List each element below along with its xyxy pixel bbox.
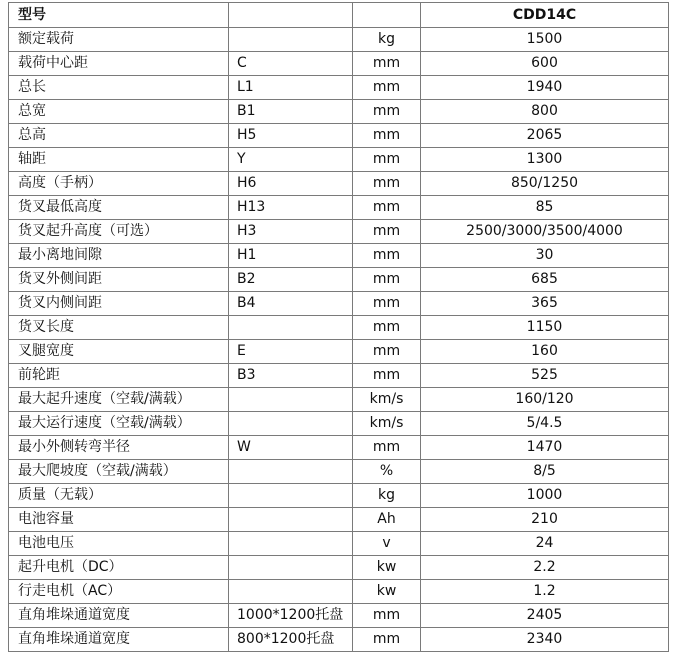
param-name-cell: 货叉内侧间距 [9,292,229,316]
param-value-cell: 2340 [421,628,669,652]
param-name-cell: 总宽 [9,100,229,124]
param-unit-cell: mm [353,196,421,220]
param-name-cell: 货叉最低高度 [9,196,229,220]
param-value-cell: 2500/3000/3500/4000 [421,220,669,244]
param-name-cell: 最小外侧转弯半径 [9,436,229,460]
param-unit-cell: mm [353,124,421,148]
table-row [9,172,669,196]
table-row [9,148,669,172]
param-name-cell: 行走电机（AC） [9,580,229,604]
param-code-cell: B3 [229,364,353,388]
param-value-cell: 365 [421,292,669,316]
param-name-cell: 电池容量 [9,508,229,532]
param-name-cell: 货叉外侧间距 [9,268,229,292]
param-name-cell: 最大运行速度（空载/满载） [9,412,229,436]
param-code-cell: E [229,340,353,364]
param-unit-cell: mm [353,628,421,652]
param-value-cell: 1150 [421,316,669,340]
param-unit-cell: km/s [353,388,421,412]
table-row [9,244,669,268]
param-value-cell: 525 [421,364,669,388]
table-row [9,436,669,460]
param-value-cell: 685 [421,268,669,292]
param-code-cell: H3 [229,220,353,244]
param-value-cell: 210 [421,508,669,532]
param-code-cell [229,484,353,508]
param-code-cell: B1 [229,100,353,124]
table-row [9,76,669,100]
param-unit-cell: mm [353,292,421,316]
table-row [9,484,669,508]
table-row [9,460,669,484]
param-value-cell: 160 [421,340,669,364]
param-name-cell: 货叉长度 [9,316,229,340]
param-name-cell: 最大起升速度（空载/满载） [9,388,229,412]
table-row [9,220,669,244]
spec-table-body [9,3,669,652]
table-row [9,28,669,52]
param-value-cell: 1.2 [421,580,669,604]
param-value-cell: 600 [421,52,669,76]
param-value-cell: 1470 [421,436,669,460]
param-name-cell: 电池电压 [9,532,229,556]
table-row [9,196,669,220]
table-row [9,364,669,388]
table-row [9,292,669,316]
param-unit-cell: kw [353,580,421,604]
param-code-cell: H6 [229,172,353,196]
param-name-cell: 直角堆垛通道宽度 [9,604,229,628]
table-row [9,628,669,652]
param-code-cell: C [229,52,353,76]
param-value-cell: 2065 [421,124,669,148]
table-row [9,100,669,124]
param-name-cell: 最大爬坡度（空载/满载） [9,460,229,484]
param-name-cell: 总长 [9,76,229,100]
param-value-cell: 800 [421,100,669,124]
param-unit-cell: kg [353,28,421,52]
table-row [9,604,669,628]
param-code-cell [229,508,353,532]
param-code-cell: H13 [229,196,353,220]
param-value-cell: 160/120 [421,388,669,412]
table-row [9,412,669,436]
param-unit-cell: v [353,532,421,556]
param-code-cell: 800*1200托盘 [229,628,353,652]
param-code-cell: Y [229,148,353,172]
param-unit-cell: mm [353,76,421,100]
param-unit-cell: kw [353,556,421,580]
param-value-cell: 30 [421,244,669,268]
param-unit-cell: km/s [353,412,421,436]
param-code-cell: H5 [229,124,353,148]
table-row [9,124,669,148]
param-value-cell: 1940 [421,76,669,100]
header-code-cell [229,3,353,28]
param-name-cell: 前轮距 [9,364,229,388]
param-unit-cell: mm [353,244,421,268]
param-value-cell: 2.2 [421,556,669,580]
table-row [9,388,669,412]
param-value-cell: 8/5 [421,460,669,484]
param-unit-cell: mm [353,364,421,388]
param-name-cell: 质量（无载） [9,484,229,508]
param-unit-cell: mm [353,436,421,460]
param-unit-cell: mm [353,316,421,340]
param-name-cell: 总高 [9,124,229,148]
param-name-cell: 轴距 [9,148,229,172]
param-code-cell: B4 [229,292,353,316]
param-name-cell: 最小离地间隙 [9,244,229,268]
table-row [9,52,669,76]
param-code-cell [229,316,353,340]
param-code-cell: L1 [229,76,353,100]
param-value-cell: 2405 [421,604,669,628]
table-header-row [9,3,669,28]
param-code-cell: W [229,436,353,460]
param-name-cell: 载荷中心距 [9,52,229,76]
param-unit-cell: Ah [353,508,421,532]
param-unit-cell: mm [353,52,421,76]
param-code-cell: 1000*1200托盘 [229,604,353,628]
param-unit-cell: mm [353,340,421,364]
param-code-cell [229,460,353,484]
param-code-cell [229,412,353,436]
param-name-cell: 起升电机（DC） [9,556,229,580]
param-name-cell: 货叉起升高度（可选） [9,220,229,244]
param-name-cell: 额定载荷 [9,28,229,52]
header-unit-cell [353,3,421,28]
param-code-cell [229,28,353,52]
param-unit-cell: mm [353,268,421,292]
param-code-cell: B2 [229,268,353,292]
param-name-cell: 叉腿宽度 [9,340,229,364]
param-value-cell: 24 [421,532,669,556]
param-value-cell: 850/1250 [421,172,669,196]
param-code-cell: H1 [229,244,353,268]
param-unit-cell: mm [353,148,421,172]
header-name-cell: 型号 [9,3,229,28]
param-unit-cell: mm [353,604,421,628]
param-value-cell: 1000 [421,484,669,508]
param-code-cell [229,556,353,580]
table-row [9,268,669,292]
param-name-cell: 高度（手柄） [9,172,229,196]
param-unit-cell: mm [353,100,421,124]
param-code-cell [229,580,353,604]
param-value-cell: 5/4.5 [421,412,669,436]
param-unit-cell: kg [353,484,421,508]
param-value-cell: 1300 [421,148,669,172]
param-value-cell: 85 [421,196,669,220]
param-value-cell: 1500 [421,28,669,52]
param-name-cell: 直角堆垛通道宽度 [9,628,229,652]
header-model-cell: CDD14C [421,3,669,28]
param-unit-cell: mm [353,220,421,244]
param-code-cell [229,532,353,556]
param-code-cell [229,388,353,412]
param-unit-cell: mm [353,172,421,196]
table-row [9,580,669,604]
table-row [9,532,669,556]
table-row [9,508,669,532]
table-row [9,316,669,340]
param-unit-cell: % [353,460,421,484]
table-row [9,340,669,364]
table-row [9,556,669,580]
spec-table [8,2,669,652]
